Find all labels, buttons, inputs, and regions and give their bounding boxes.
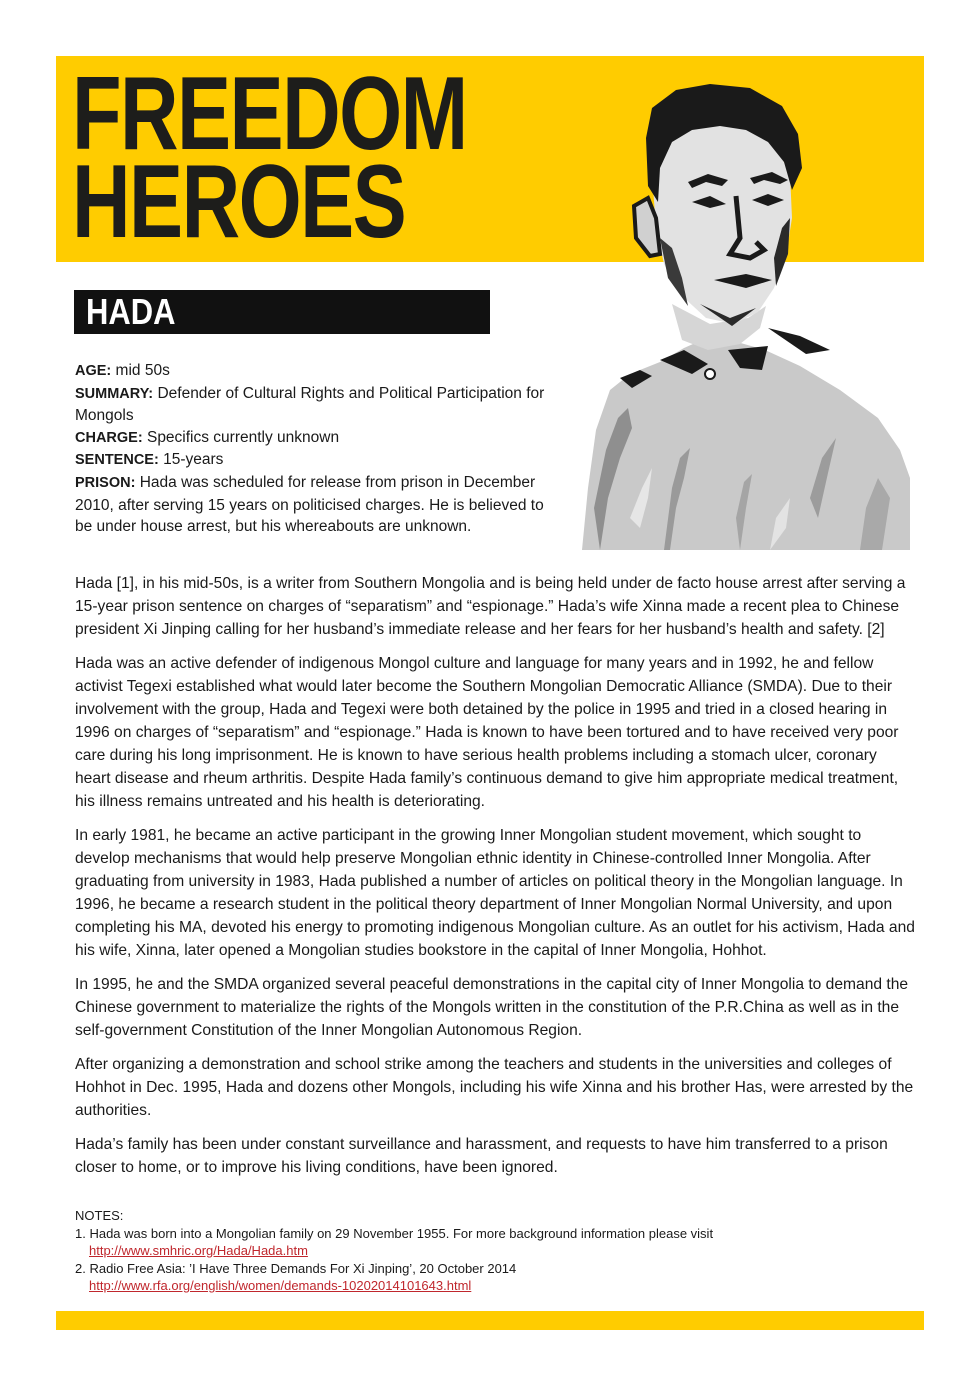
page-title: [72, 56, 467, 260]
paragraph: In 1995, he and the SMDA organized several peaceful demonstrations in the capital city of Inner Mongolia to demand the Chinese government to materialize the rights of the Mongols written in the constitution of the P.R.China as well as in the self-government Constitution of the Inner Mongolian Autonomous Region.: [75, 976, 909, 1039]
fact-label: SENTENCE:: [75, 452, 159, 469]
hero-name: HADA: [86, 291, 176, 332]
paragraph: Hada [1], in his mid-50s, is a writer from Southern Mongolia and is being held under de facto house arrest after serving a 15-year prison sentence on charges of “separatism” and “espionage.” Hada’s wife Xinna made a recent plea to Chinese president Xi Jinping calling for her husband’s immediate release and her fears for her husband’s health and safety. [2]: [75, 575, 906, 638]
fact-label: CHARGE:: [75, 429, 143, 446]
name-banner: [74, 290, 490, 334]
fact-age: [75, 360, 550, 383]
paragraph: After organizing a demonstration and school strike among the teachers and students in the universities and colleges of Hohhot in Dec. 1995, Hada and dozens other Mongols, including his wife Xinna and his brother Has, were arrested by the authorities.: [75, 1056, 914, 1119]
notes-section: [75, 1207, 915, 1295]
portrait-image: [560, 78, 910, 550]
fact-label: PRISON:: [75, 474, 136, 491]
footer-bar: [56, 1311, 924, 1330]
title-line-2: HEROES: [72, 144, 406, 260]
fact-block: [75, 360, 550, 538]
body-text: [75, 572, 915, 1190]
paragraph: Hada was an active defender of indigenous Mongol culture and language for many years and in 1992, he and fellow activist Tegexi established what would later become the Southern Mongolian Democratic Alliance (SMDA). Due to their involvement with the group, Hada and Tegexi were both detained by the police in 1995 and tried in a closed hearing in 1996 on charges of “separatism” and “espionage.” Hada is known to have been tortured and to have received very poor care during his long imprisonment. He is known to have serious health problems including a stomach ulcer, coronary heart disease and rheum arthritis. Despite Hada family’s continuous demand to give him appropriate medical treatment, his illness remains untreated and his health is deteriorating.: [75, 655, 899, 810]
fact-value: Defender of Cultural Rights and Political Participation for Mongols: [75, 384, 545, 425]
portrait-face: [652, 120, 792, 324]
title-line-1: FREEDOM: [72, 56, 467, 172]
notes-heading: NOTES:: [75, 1208, 124, 1223]
note-item: [75, 1225, 915, 1260]
fact-value: Hada was scheduled for release from prison in December 2010, after serving 15 years on politicised charges. He is believed to be under house arrest, but his whereabouts are unknown.: [75, 473, 544, 536]
note-text: 1. Hada was born into a Mongolian family on 29 November 1955. For more background information please visit: [75, 1225, 714, 1241]
note-link[interactable]: http://www.smhric.org/Hada/Hada.htm: [89, 1243, 308, 1258]
fact-value: 15-years: [158, 451, 224, 469]
fact-label: AGE:: [75, 363, 112, 379]
note-item: [75, 1260, 915, 1295]
fact-prison: [75, 472, 550, 538]
fact-sentence: [75, 449, 550, 472]
fact-summary: [75, 383, 550, 427]
note-text: 2. Radio Free Asia: ’I Have Three Demands For Xi Jinping’, 20 October 2014: [75, 1260, 517, 1276]
note-link[interactable]: http://www.rfa.org/english/women/demands-10202014101643.html: [89, 1278, 472, 1293]
paragraph: Hada’s family has been under constant surveillance and harassment, and requests to have him transferred to a prison closer to home, or to improve his living conditions, have been ignored.: [75, 1136, 888, 1176]
fact-value: mid 50s: [111, 362, 170, 379]
fact-value: Specifics currently unknown: [142, 428, 340, 446]
paragraph: In early 1981, he became an active participant in the growing Inner Mongolian student movement, which sought to develop mechanisms that would help preserve Mongolian ethnic identity in Chinese-controlled Inner Mongolia. After graduating from university in 1983, Hada published a number of articles on political theory in the Mongolian language. In 1996, he became a research student in the political theory department of Inner Mongolian Normal University, and upon completing his MA, devoted his energy to promoting indigenous Mongolian culture. As an outlet for his activism, Hada and his wife, Xinna, later opened a Mongolian studies bookstore in the capital of Inner Mongolia, Hohhot.: [75, 827, 915, 959]
fact-label: SUMMARY:: [75, 385, 154, 402]
fact-charge: [75, 427, 550, 450]
